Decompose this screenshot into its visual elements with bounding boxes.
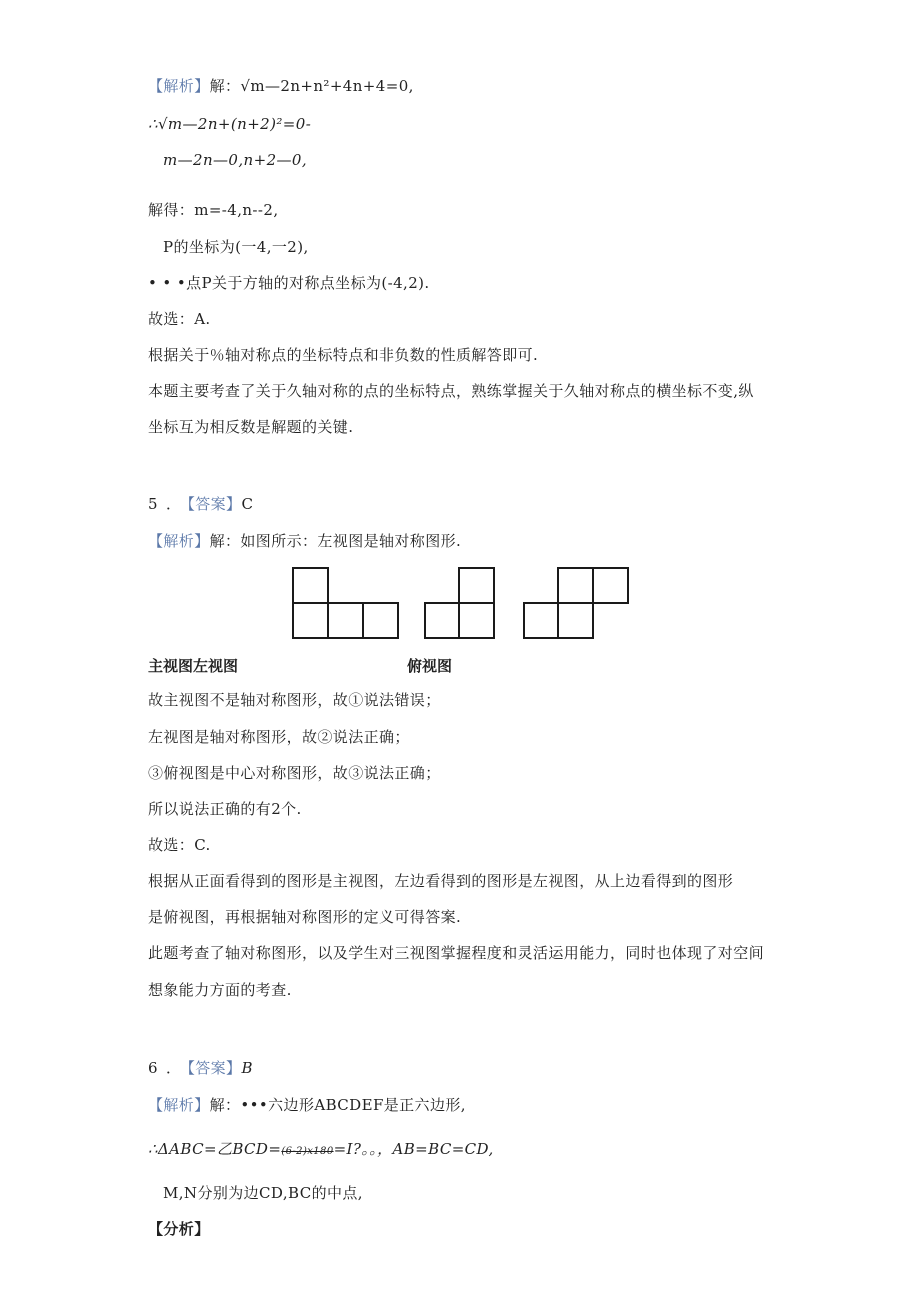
left-view bbox=[425, 568, 494, 638]
answer-tag: 【答案】 bbox=[187, 495, 242, 513]
top-view bbox=[524, 568, 628, 638]
analysis-line-4: 解得：m=-4,n--2, bbox=[148, 201, 279, 219]
three-views-figure bbox=[148, 560, 708, 670]
q5-answer-line: 5 ． 【答案】C bbox=[148, 495, 254, 513]
q6-analysis-line-3: M,N分别为边CD,BC的中点, bbox=[163, 1184, 363, 1202]
analysis-line-5: P的坐标为(一4,一2), bbox=[163, 238, 309, 256]
caption-front-left: 主视图左视图 bbox=[148, 657, 239, 675]
analysis-line-9: 本题主要考查了关于久轴对称的点的坐标特点，熟练掌握关于久轴对称点的横坐标不变,纵 bbox=[148, 382, 754, 400]
q5-analysis-line-1: 【解析】解：如图所示：左视图是轴对称图形. bbox=[148, 532, 462, 550]
analysis-line-7: 故选：A. bbox=[148, 310, 211, 328]
q6-fenxi-tag: 【分析】 bbox=[148, 1220, 210, 1238]
q5-analysis-line-2: 故主视图不是轴对称图形，故①说法错误； bbox=[148, 691, 441, 709]
q5-analysis-line-3: 左视图是轴对称图形，故②说法正确； bbox=[148, 728, 410, 746]
q5-analysis-line-10: 想象能力方面的考查. bbox=[148, 981, 292, 999]
analysis-tag: 【解析】 bbox=[148, 532, 210, 550]
q5-answer: C bbox=[241, 495, 254, 513]
q5-analysis-line-5: 所以说法正确的有2个. bbox=[148, 800, 302, 818]
q5-number: 5 bbox=[148, 495, 158, 513]
analysis-line-8: 根据关于％轴对称点的坐标特点和非负数的性质解答即可. bbox=[148, 346, 539, 364]
q6-analysis-line-2: ∴ΔABC=乙BCD=(6-2)x180=I?。。，AB=BC=CD, bbox=[148, 1140, 494, 1158]
q5-analysis-line-7: 根据从正面看得到的图形是主视图，左边看得到的图形是左视图，从上边看得到的图形 bbox=[148, 872, 734, 890]
analysis-line-10: 坐标互为相反数是解题的关键. bbox=[148, 418, 354, 436]
analysis-line-6: • • •点P关于方轴的对称点坐标为(-4,2). bbox=[148, 274, 430, 292]
analysis-line-1: 【解析】解：√m—2n+n²+4n+4=0, bbox=[148, 77, 414, 95]
front-view bbox=[293, 568, 398, 638]
q5-analysis-line-4: ③俯视图是中心对称图形，故③说法正确； bbox=[148, 764, 441, 782]
fraction-numerator: (6-2)x180 bbox=[281, 1146, 334, 1157]
caption-top: 俯视图 bbox=[407, 657, 453, 675]
q5-analysis-line-6: 故选：C. bbox=[148, 836, 211, 854]
q5-analysis-line-9: 此题考查了轴对称图形，以及学生对三视图掌握程度和灵活运用能力，同时也体现了对空间 bbox=[148, 944, 765, 962]
analysis-tag: 【解析】 bbox=[148, 77, 210, 95]
analysis-line-3: m—2n—0,n+2—0, bbox=[163, 151, 308, 169]
answer-tag: 【答案】 bbox=[187, 1059, 242, 1077]
q6-analysis-line-1: 【解析】解：•••六边形ABCDEF是正六边形, bbox=[148, 1096, 466, 1114]
q6-answer-line: 6 ． 【答案】B bbox=[148, 1059, 253, 1077]
analysis-tag: 【解析】 bbox=[148, 1096, 210, 1114]
analysis-line-2: ∴√m—2n+(n+2)²=0- bbox=[148, 115, 312, 133]
q6-answer: B bbox=[241, 1059, 253, 1077]
q6-number: 6 bbox=[148, 1059, 158, 1077]
q5-analysis-line-8: 是俯视图，再根据轴对称图形的定义可得答案. bbox=[148, 908, 462, 926]
